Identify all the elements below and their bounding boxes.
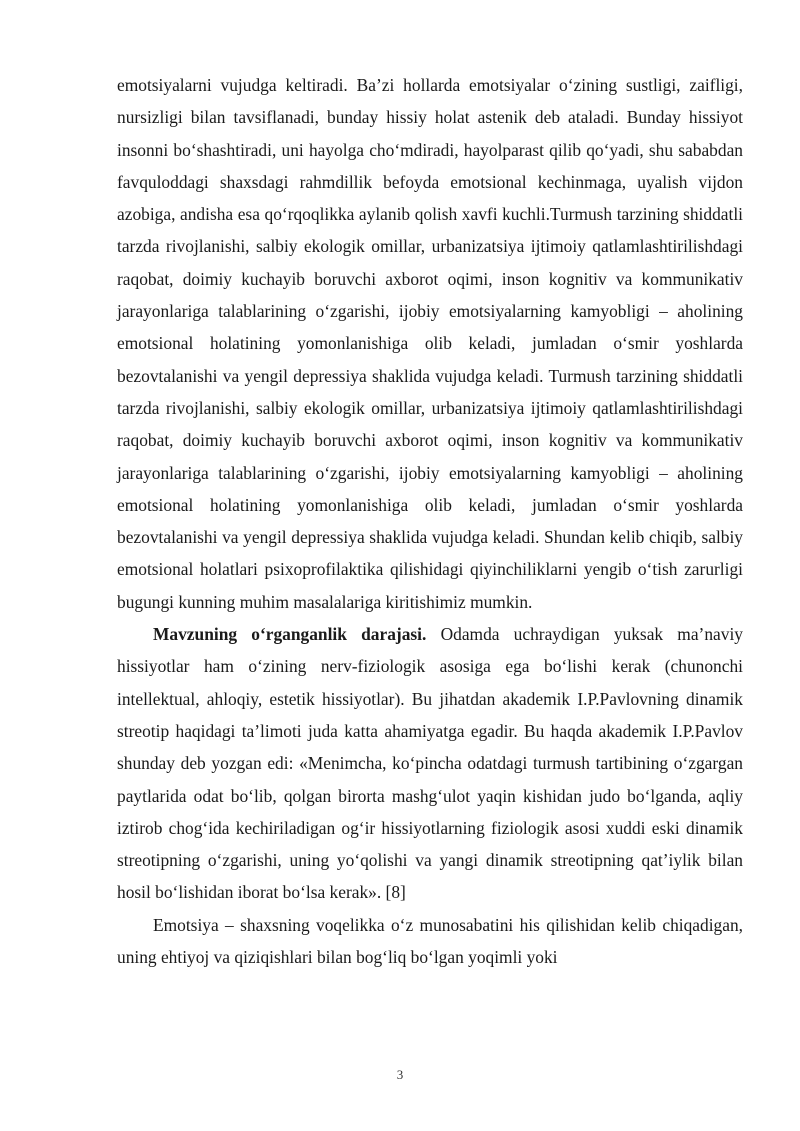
paragraph-text: Odamda uchraydigan yuksak ma’naviy hissiyotlar ham o‘zining nerv-fiziologik asosiga ega bo‘lishi kerak (chunonchi intellektual, ahloqiy, estetik hissiyotlar). Bu jihatdan akademik I.P.Pavlovning dinamik streotip haqidagi ta’limoti juda katta ahamiyatga egadir. Bu haqda akademik I.P.Pavlov shunday deb yozgan edi: «Menimcha, ko‘pincha odatdagi turmush tartibining o‘zgargan paytlarida odat bo‘lib, qolgan birorta mashg‘ulot yaqin kishidan judo bo‘lganda, aqliy iztirob chog‘ida kechiriladigan og‘ir hissiyotlarning fiziologik asosi xuddi eski dinamik streotipning o‘zgarishi, uning yo‘qolishi va yangi dinamik streotipning qat’iylik bilan hosil bo‘lishidan iborat bo‘lsa kerak». [8] [117,624,743,903]
paragraph-continuation [117,69,743,618]
paragraph-emotion-definition [117,909,743,974]
paragraph-study-level [117,618,743,909]
paragraph-text: Emotsiya – shaxsning voqelikka o‘z munosabatini his qilishidan kelib chiqadigan, uning ehtiyoj va qiziqishlari bilan bog‘liq bo‘lgan yoqimli yoki [117,914,743,968]
section-heading-inline: Mavzuning o‘rganganlik darajasi. [153,624,427,645]
page-number: 3 [396,1067,404,1082]
paragraph-text: emotsiyalarni vujudga keltiradi. Ba’zi hollarda emotsiyalar o‘zining sustligi, zaifligi, nursizligi bilan tavsiflanadi, bunday hissiy holat astenik deb ataladi. Bunday hissiyot insonni bo‘shashtiradi, uni hayolga cho‘mdiradi, hayolparast qilib qo‘yadi, shu sababdan favquloddagi shaxsdagi rahmdillik befoyda emotsional kechinmaga, uyalish vijdon azobiga, andisha esa qo‘rqoqlikka aylanib qolish xavfi kuchli.Turmush tarzining shiddatli tarzda rivojlanishi, salbiy ekologik omillar, urbanizatsiya ijtimoiy qatlamlashtirilishdagi raqobat, doimiy kuchayib boruvchi axborot oqimi, inson kognitiv va kommunikativ jarayonlariga talablarining o‘zgarishi, ijobiy emotsiyalarning kamyobligi – aholining emotsional holatining yomonlanishiga olib keladi, jumladan o‘smir yoshlarda bezovtalanishi va yengil depressiya shaklida vujudga keladi. Turmush tarzining shiddatli tarzda rivojlanishi, salbiy ekologik omillar, urbanizatsiya ijtimoiy qatlamlashtirilishdagi raqobat, doimiy kuchayib boruvchi axborot oqimi, inson kognitiv va kommunikativ jarayonlariga talablarining o‘zgarishi, ijobiy emotsiyalarning kamyobligi – aholining emotsional holatining yomonlanishiga olib keladi, jumladan o‘smir yoshlarda bezovtalanishi va yengil depressiya shaklida vujudga keladi. Shundan kelib chiqib, salbiy emotsional holatlari psixoprofilaktika qilishidagi qiyinchiliklarni yengib o‘tish zarurligi bugungi kunning muhim masalalariga kiritishimiz mumkin. [117,75,743,612]
body-text [117,69,743,973]
